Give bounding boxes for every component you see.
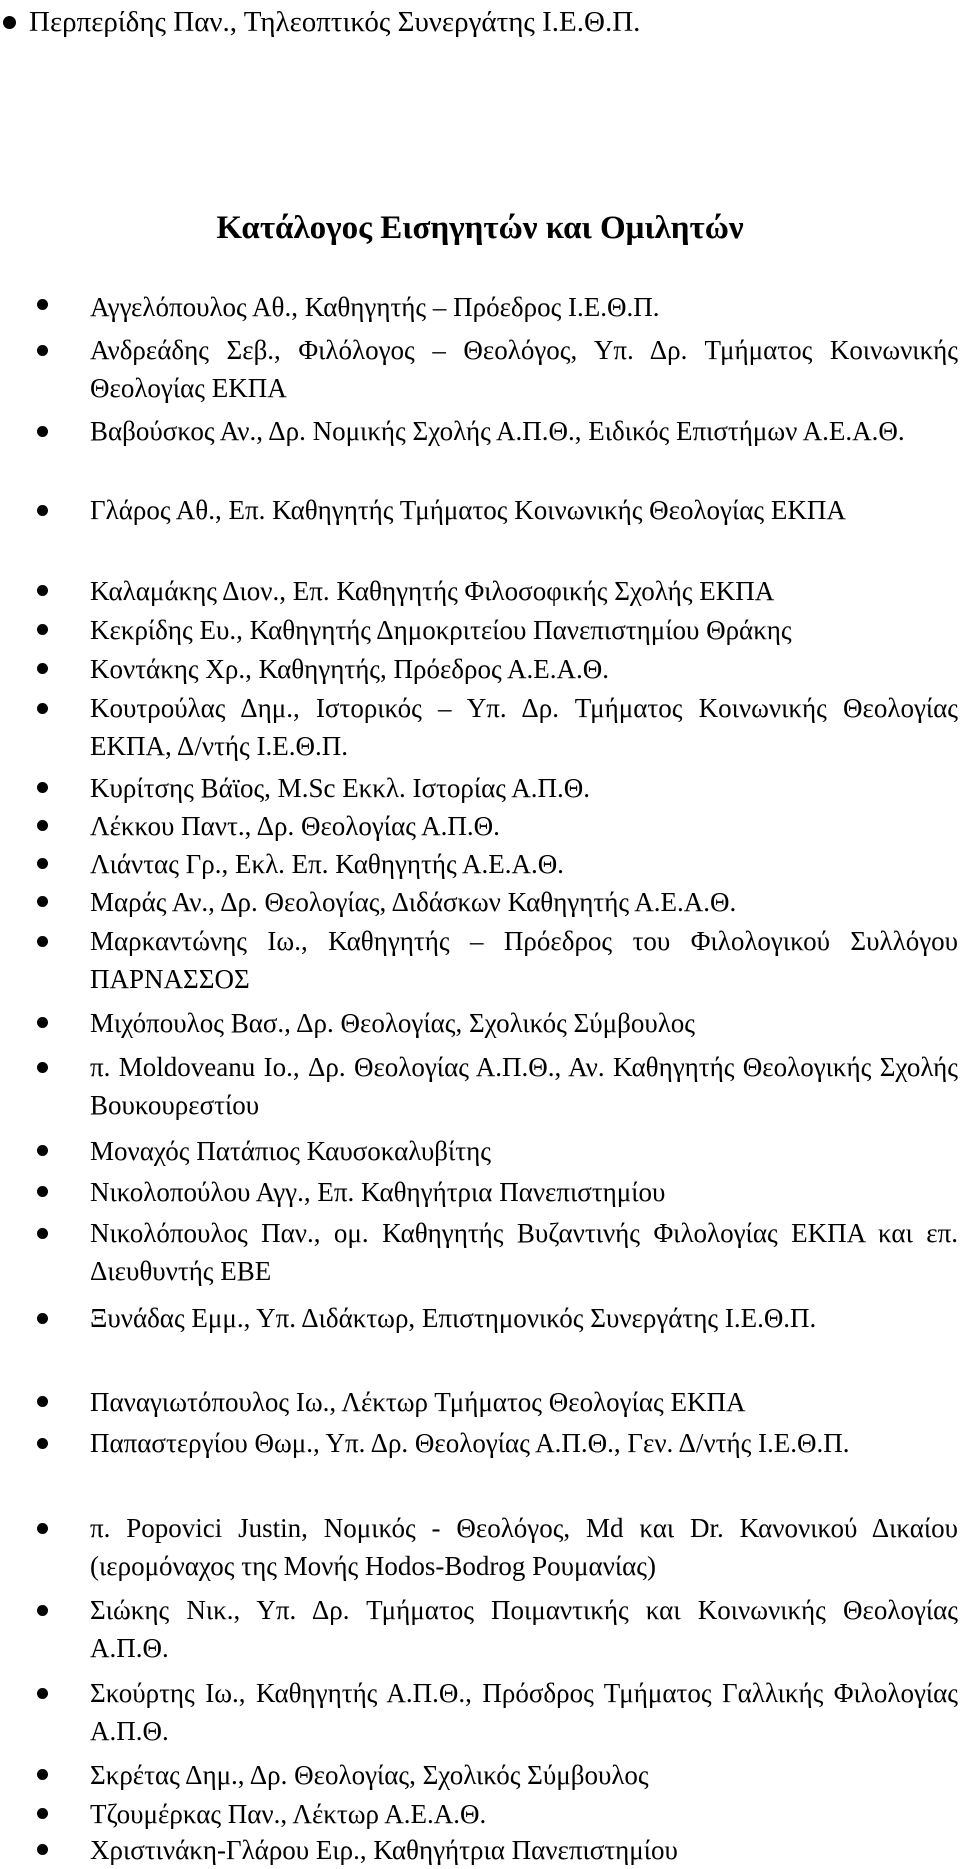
list-item-text: Περπερίδης Παν., Τηλεοπτικός Συνεργάτης Ι.Ε.Θ.Π. xyxy=(29,6,641,38)
bullet-icon xyxy=(37,426,48,437)
bullet-icon xyxy=(37,703,48,714)
bullet-icon xyxy=(37,896,48,907)
bullet-icon xyxy=(37,1844,48,1855)
bullet-icon xyxy=(37,1145,48,1156)
bullet-icon xyxy=(37,1438,48,1449)
list-item-text: Παναγιωτόπουλος Ιω., Λέκτωρ Τμήματος Θεολογίας ΕΚΠΑ xyxy=(90,1387,746,1417)
bullet-icon xyxy=(37,585,48,596)
list-item-text: Ξυνάδας Εμμ., Υπ. Διδάκτωρ, Επιστημονικός Συνεργάτης Ι.Ε.Θ.Π. xyxy=(90,1303,817,1333)
list-item-text: Κουτρούλας Δημ., Ιστορικός – Υπ. Δρ. Τμήματος Κοινωνικής Θεολογίας ΕΚΠΑ, Δ/ντής Ι.Ε.Θ.Π. xyxy=(90,693,958,761)
list-item-text: Γλάρος Αθ., Επ. Καθηγητής Τμήματος Κοινωνικής Θεολογίας ΕΚΠΑ xyxy=(90,495,846,525)
bullet-icon xyxy=(37,663,48,674)
list-item-text: Σκούρτης Ιω., Καθηγητής Α.Π.Θ., Πρόσδρος Τμήματος Γαλλικής Φιλολογίας Α.Π.Θ. xyxy=(90,1678,958,1746)
bullet-icon xyxy=(37,936,48,947)
list-item-text: Βαβούσκος Αν., Δρ. Νομικής Σχολής Α.Π.Θ., Ειδικός Επιστήμων Α.Ε.Α.Θ. xyxy=(90,416,905,446)
bullet-icon xyxy=(37,1313,48,1324)
bullet-icon xyxy=(37,1769,48,1780)
bullet-icon xyxy=(37,1688,48,1699)
bullet-icon xyxy=(37,1523,48,1534)
bullet-icon xyxy=(37,858,48,869)
list-item-text: Μαράς Αν., Δρ. Θεολογίας, Διδάσκων Καθηγητής Α.Ε.Α.Θ. xyxy=(90,887,737,917)
list-item-text: Σιώκης Νικ., Υπ. Δρ. Τμήματος Ποιμαντικής και Κοινωνικής Θεολογίας Α.Π.Θ. xyxy=(90,1595,958,1663)
bullet-icon xyxy=(37,624,48,635)
list-item-text: Κοντάκης Χρ., Καθηγητής, Πρόεδρος Α.Ε.Α.Θ. xyxy=(90,654,609,684)
list-item-text: Μαρκαντώνης Ιω., Καθηγητής – Πρόεδρος του Φιλολογικού Συλλόγου ΠΑΡΝΑΣΣΟΣ xyxy=(90,926,958,994)
list-item-text: Τζουμέρκας Παν., Λέκτωρ Α.Ε.Α.Θ. xyxy=(90,1799,487,1829)
list-item-text: Ανδρεάδης Σεβ., Φιλόλογος – Θεολόγος, Υπ. Δρ. Τμήματος Κοινωνικής Θεολογίας ΕΚΠΑ xyxy=(90,335,958,403)
list-item-text: Λέκκου Παντ., Δρ. Θεολογίας Α.Π.Θ. xyxy=(90,811,500,841)
list-item-text: Λιάντας Γρ., Εκλ. Επ. Καθηγητής Α.Ε.Α.Θ. xyxy=(90,849,564,879)
list-item-text: Χριστινάκη-Γλάρου Ειρ., Καθηγήτρια Πανεπιστημίου xyxy=(90,1835,678,1865)
list-item-text: Κεκρίδης Ευ., Καθηγητής Δημοκριτείου Πανεπιστημίου Θράκης xyxy=(90,615,792,645)
list-item-text: Κυρίτσης Βάϊος, M.Sc Εκκλ. Ιστορίας Α.Π.Θ. xyxy=(90,773,590,803)
list-item-text: Καλαμάκης Διον., Επ. Καθηγητής Φιλοσοφικής Σχολής ΕΚΠΑ xyxy=(90,576,775,606)
bullet-icon xyxy=(37,1186,48,1197)
list-item-text: Αγγελόπουλος Αθ., Καθηγητής – Πρόεδρος Ι.Ε.Θ.Π. xyxy=(90,292,660,322)
list-item-text: Νικολοπούλου Αγγ., Επ. Καθηγήτρια Πανεπιστημίου xyxy=(90,1177,666,1207)
bullet-icon xyxy=(37,782,48,793)
list-item-text: Νικολόπουλος Παν., ομ. Καθηγητής Βυζαντινής Φιλολογίας ΕΚΠΑ και επ. Διευθυντής ΕΒΕ xyxy=(90,1218,958,1286)
bullet-icon xyxy=(37,820,48,831)
list-item-text: π. Moldoveanu Io., Δρ. Θεολογίας Α.Π.Θ., Αν. Καθηγητής Θεολογικής Σχολής Βουκουρεστίου xyxy=(90,1052,958,1120)
bullet-icon xyxy=(3,16,16,29)
bullet-icon xyxy=(37,1062,48,1073)
bullet-icon xyxy=(37,1017,48,1028)
bullet-icon xyxy=(37,1605,48,1616)
bullet-icon xyxy=(37,1396,48,1407)
bullet-icon xyxy=(37,1228,48,1239)
list-item-text: π. Popovici Justin, Νομικός - Θεολόγος, Md και Dr. Κανονικού Δικαίου (ιερομόναχος της Μονής Hodos-Bodrog Ρουμανίας) xyxy=(90,1513,958,1581)
list-item-text: Μιχόπουλος Βασ., Δρ. Θεολογίας, Σχολικός Σύμβουλος xyxy=(90,1008,695,1038)
bullet-icon xyxy=(37,345,48,356)
list-item-text: Παπαστεργίου Θωμ., Υπ. Δρ. Θεολογίας Α.Π.Θ., Γεν. Δ/ντής Ι.Ε.Θ.Π. xyxy=(90,1428,850,1458)
bullet-icon xyxy=(37,299,48,310)
list-item xyxy=(0,0,960,48)
list-item-text: Μοναχός Πατάπιος Καυσοκαλυβίτης xyxy=(90,1136,491,1166)
list-item-text: Σκρέτας Δημ., Δρ. Θεολογίας, Σχολικός Σύμβουλος xyxy=(90,1760,649,1790)
bullet-icon xyxy=(37,1808,48,1819)
page-title: Κατάλογος Εισηγητών και Ομιλητών xyxy=(216,210,744,246)
bullet-icon xyxy=(37,505,48,516)
